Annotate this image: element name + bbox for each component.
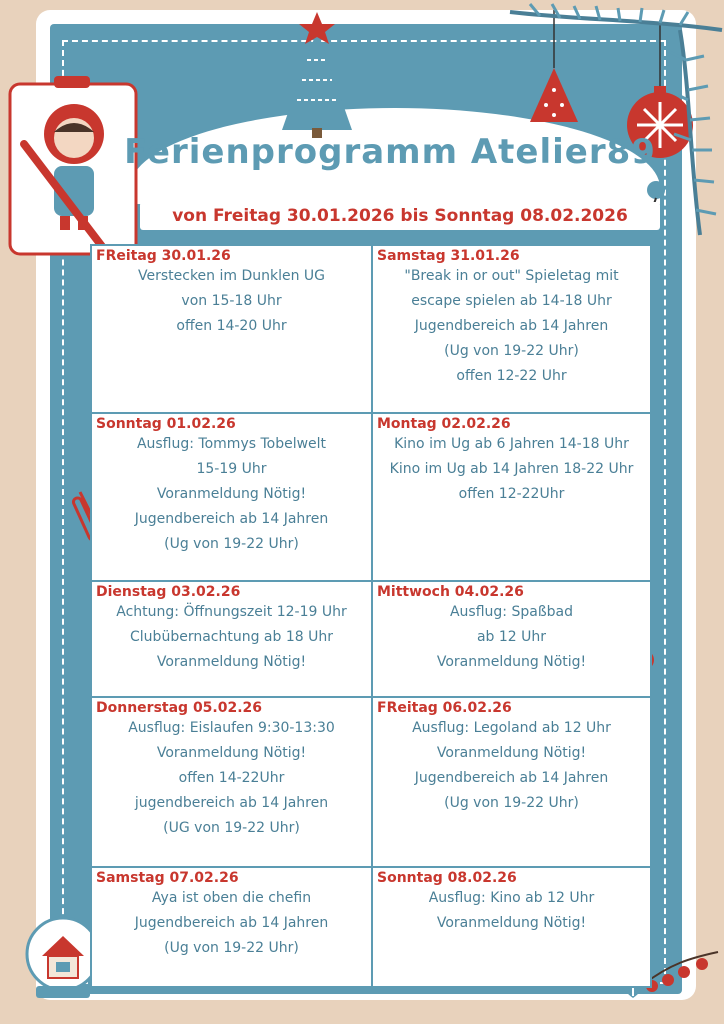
day-cell-fr-30-01 — [90, 244, 373, 414]
day-line: Voranmeldung Nötig! — [156, 745, 307, 761]
day-heading: Samstag 07.02.26 — [96, 870, 239, 886]
day-line: Jugendbereich ab 14 Jahren — [414, 318, 609, 334]
day-line: "Break in or out" Spieletag mit — [404, 268, 619, 284]
day-cell-mo-02-02 — [371, 412, 652, 582]
day-heading: Dienstag 03.02.26 — [96, 584, 241, 600]
day-line: Kino im Ug ab 14 Jahren 18-22 Uhr — [389, 461, 634, 477]
schedule-grid — [90, 244, 652, 988]
christmas-tree-icon — [272, 10, 362, 140]
day-line: Jugendbereich ab 14 Jahren — [414, 770, 609, 786]
day-cell-so-08-02 — [371, 866, 652, 988]
day-heading: FReitag 30.01.26 — [96, 248, 231, 264]
day-line: Ausflug: Kino ab 12 Uhr — [428, 890, 595, 906]
day-line: Aya ist oben die chefin — [151, 890, 312, 906]
day-line: Clubübernachtung ab 18 Uhr — [130, 629, 333, 645]
day-line: (Ug von 19-22 Uhr) — [444, 343, 579, 359]
day-line: Verstecken im Dunklen UG — [137, 268, 326, 284]
day-line: Ausflug: Eislaufen 9:30-13:30 — [128, 720, 335, 736]
day-cell-mi-04-02 — [371, 580, 652, 698]
day-line: Jugendbereich ab 14 Jahren — [134, 511, 329, 527]
day-heading: Montag 02.02.26 — [377, 416, 511, 432]
day-line: Jugendbereich ab 14 Jahren — [134, 915, 329, 931]
day-line: offen 14-20 Uhr — [176, 318, 287, 334]
day-line: Voranmeldung Nötig! — [156, 654, 307, 670]
day-line: Voranmeldung Nötig! — [156, 486, 307, 502]
day-cell-do-05-02 — [90, 696, 373, 868]
day-line: jugendbereich ab 14 Jahren — [134, 795, 329, 811]
day-line: Achtung: Öffnungszeit 12-19 Uhr — [116, 604, 347, 620]
day-heading: Sonntag 01.02.26 — [96, 416, 236, 432]
day-line: Ausflug: Legoland ab 12 Uhr — [412, 720, 611, 736]
day-cell-sa-31-01 — [371, 244, 652, 414]
day-line: 15-19 Uhr — [196, 461, 267, 477]
day-cell-di-03-02 — [90, 580, 373, 698]
day-cell-sa-07-02 — [90, 866, 373, 988]
day-heading: FReitag 06.02.26 — [377, 700, 512, 716]
day-line: Voranmeldung Nötig! — [436, 915, 587, 931]
day-line: Voranmeldung Nötig! — [436, 745, 587, 761]
day-cell-fr-06-02 — [371, 696, 652, 868]
day-heading: Sonntag 08.02.26 — [377, 870, 517, 886]
day-line: (Ug von 19-22 Uhr) — [164, 940, 299, 956]
day-line: Voranmeldung Nötig! — [436, 654, 587, 670]
day-line: ab 12 Uhr — [476, 629, 547, 645]
day-heading: Donnerstag 05.02.26 — [96, 700, 263, 716]
day-line: von 15-18 Uhr — [181, 293, 282, 309]
day-heading: Mittwoch 04.02.26 — [377, 584, 524, 600]
day-line: offen 12-22Uhr — [458, 486, 565, 502]
day-heading: Samstag 31.01.26 — [377, 248, 520, 264]
day-line: escape spielen ab 14-18 Uhr — [411, 293, 612, 309]
day-line: Ausflug: Tommys Tobelwelt — [136, 436, 327, 452]
day-line: (Ug von 19-22 Uhr) — [444, 795, 579, 811]
day-line: offen 14-22Uhr — [178, 770, 285, 786]
day-line: offen 12-22 Uhr — [456, 368, 567, 384]
date-range: von Freitag 30.01.2026 bis Sonntag 08.02.2026 — [140, 202, 660, 230]
day-cell-so-01-02 — [90, 412, 373, 582]
berries-icon — [640, 944, 720, 1000]
day-line: Ausflug: Spaßbad — [449, 604, 573, 620]
day-line: (Ug von 19-22 Uhr) — [164, 536, 299, 552]
page-title: Ferienprogramm Atelier89 — [124, 132, 656, 172]
day-line: (UG von 19-22 Uhr) — [163, 820, 300, 836]
day-line: Kino im Ug ab 6 Jahren 14-18 Uhr — [394, 436, 629, 452]
